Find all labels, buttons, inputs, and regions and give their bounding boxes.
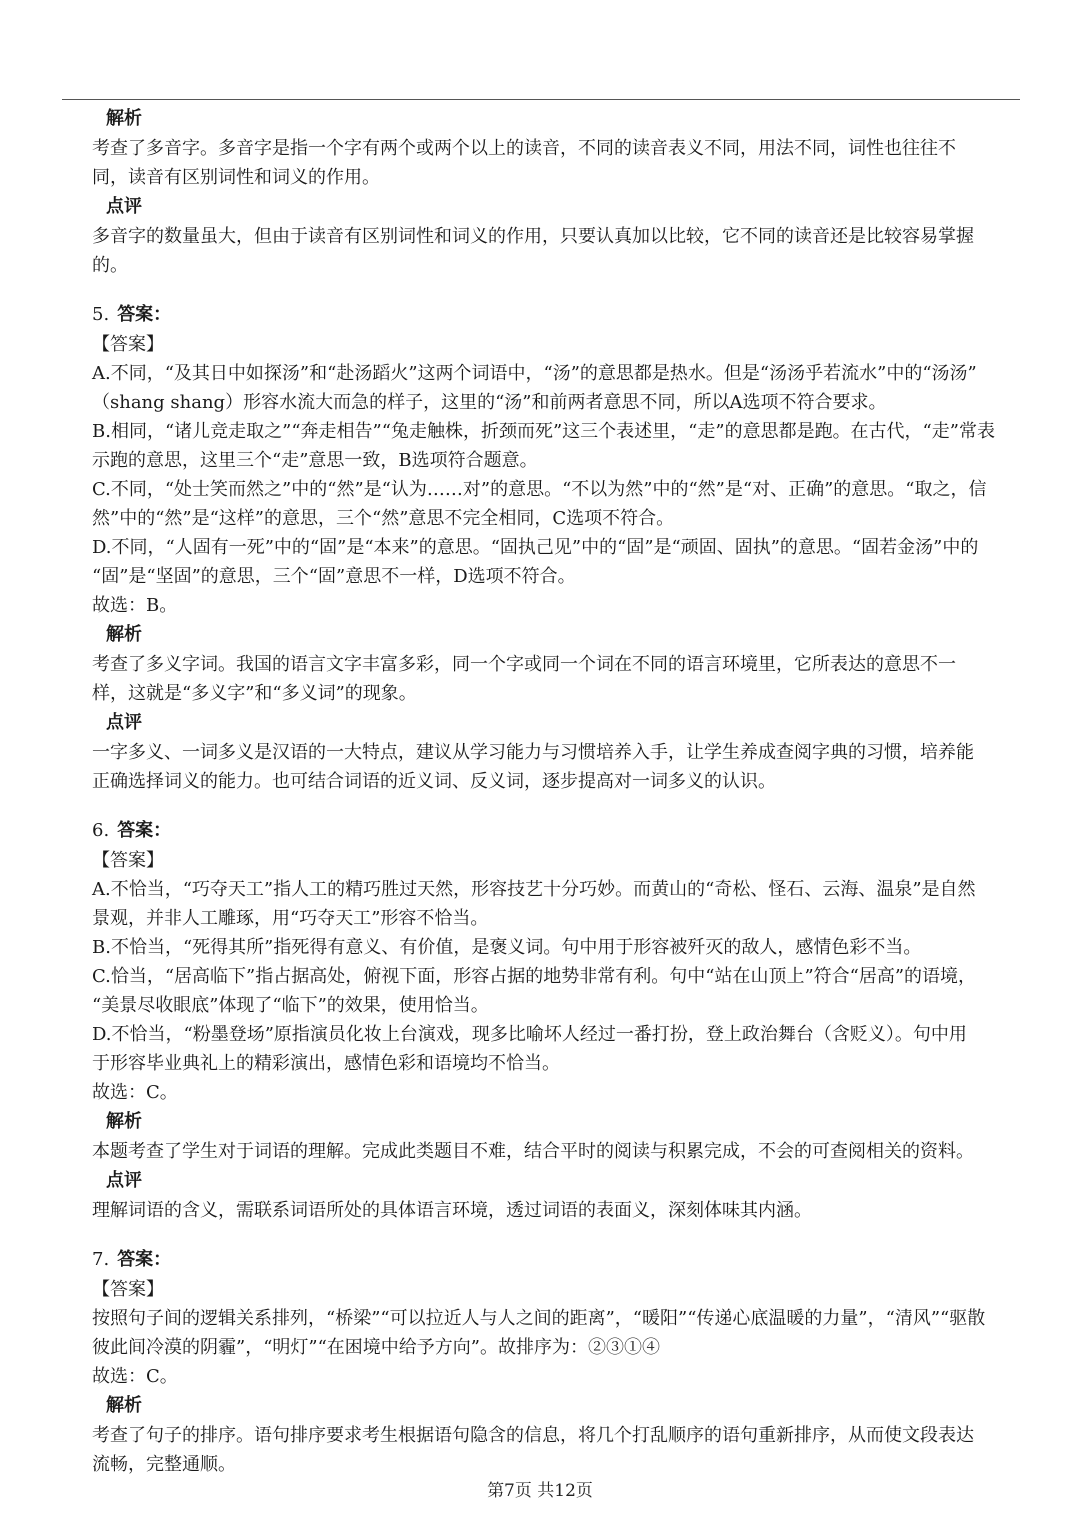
question-number: 6. xyxy=(92,820,110,841)
comment-heading: 点评 xyxy=(106,1170,142,1191)
text-line: 同，读音有区别词性和词义的作用。 xyxy=(92,167,380,188)
text-line: C.不同，“处士笑而然之”中的“然”是“认为……对”的意思。“不以为然”中的“然”是“对、正确”的意思。“取之，信 xyxy=(92,479,987,500)
text-line: 故选：C。 xyxy=(92,1366,178,1387)
page-content xyxy=(92,104,1032,1479)
text-line: 示跑的意思，这里三个“走”意思一致，B选项符合题意。 xyxy=(92,450,538,471)
text-line: 彼此间冷漠的阴霾”，“明灯”“在困境中给予方向”。故排序为：②③①④ xyxy=(92,1337,661,1358)
text-line: B.不恰当，“死得其所”指死得有意义、有价值，是褒义词。句中用于形容被歼灭的敌人，感情色彩不当。 xyxy=(92,937,922,958)
text-line: 一字多义、一词多义是汉语的一大特点，建议从学习能力与习惯培养入手，让学生养成查阅字典的习惯，培养能 xyxy=(92,742,974,763)
text-line: 的。 xyxy=(92,255,128,276)
text-line: 正确选择词义的能力。也可结合词语的近义词、反义词，逐步提高对一词多义的认识。 xyxy=(92,771,776,792)
answer-tag: 【答案】 xyxy=(92,1279,164,1300)
text-line: 样，这就是“多义字”和“多义词”的现象。 xyxy=(92,683,417,704)
question-7-answer xyxy=(92,1304,1032,1391)
comment-text xyxy=(92,222,1032,280)
analysis-heading: 解析 xyxy=(106,108,142,129)
analysis-text xyxy=(92,1421,1032,1479)
analysis-heading: 解析 xyxy=(106,624,142,645)
text-line: 故选：B。 xyxy=(92,595,178,616)
question-number: 5. xyxy=(92,304,110,325)
comment-heading: 点评 xyxy=(106,712,142,733)
analysis-text xyxy=(92,1137,1032,1166)
text-line: D.不恰当，“粉墨登场”原指演员化妆上台演戏，现多比喻坏人经过一番打扮，登上政治舞台（含贬义）。句中用 xyxy=(92,1024,967,1045)
text-line: 按照句子间的逻辑关系排列，“桥梁”“可以拉近人与人之间的距离”，“暖阳”“传递心底温暖的力量”，“清风”“驱散 xyxy=(92,1308,986,1329)
comment-text xyxy=(92,738,1032,796)
analysis-text xyxy=(92,650,1032,708)
answer-label: 答案： xyxy=(117,1249,172,1270)
text-line: A.不同，“及其日中如探汤”和“赴汤蹈火”这两个词语中，“汤”的意思都是热水。但是“汤汤乎若流水”中的“汤汤” xyxy=(92,363,977,384)
answer-label: 答案： xyxy=(117,820,172,841)
analysis-heading: 解析 xyxy=(106,1111,142,1132)
question-5-header xyxy=(92,300,1032,330)
text-line: （shang shang）形容水流大而急的样子，这里的“汤”和前两者意思不同，所以A选项不符合要求。 xyxy=(92,392,887,413)
text-line: 流畅，完整通顺。 xyxy=(92,1454,236,1475)
text-line: A.不恰当，“巧夺天工”指人工的精巧胜过天然，形容技艺十分巧妙。而黄山的“奇松、怪石、云海、温泉”是自然 xyxy=(92,879,976,900)
question-5-answer xyxy=(92,359,1032,620)
text-line: 于形容毕业典礼上的精彩演出，感情色彩和语境均不恰当。 xyxy=(92,1053,560,1074)
text-line: 考查了句子的排序。语句排序要求考生根据语句隐含的信息，将几个打乱顺序的语句重新排序，从而使文段表达 xyxy=(92,1425,974,1446)
text-line: 考查了多义字词。我国的语言文字丰富多彩，同一个字或同一个词在不同的语言环境里，它所表达的意思不一 xyxy=(92,654,956,675)
text-line: “固”是“坚固”的意思，三个“固”意思不一样，D选项不符合。 xyxy=(92,566,576,587)
comment-text xyxy=(92,1196,1032,1225)
text-line: 然”中的“然”是“这样”的意思，三个“然”意思不完全相同，C选项不符合。 xyxy=(92,508,675,529)
analysis-text xyxy=(92,134,1032,192)
text-line: “美景尽收眼底”体现了“临下”的效果，使用恰当。 xyxy=(92,995,489,1016)
text-line: 故选：C。 xyxy=(92,1082,178,1103)
answer-tag: 【答案】 xyxy=(92,850,164,871)
text-line: 本题考查了学生对于词语的理解。完成此类题目不难，结合平时的阅读与积累完成，不会的可查阅相关的资料。 xyxy=(92,1141,974,1162)
text-line: 考查了多音字。多音字是指一个字有两个或两个以上的读音，不同的读音表义不同，用法不同，词性也往往不 xyxy=(92,138,956,159)
text-line: D.不同，“人固有一死”中的“固”是“本来”的意思。“固执己见”中的“固”是“顽固、固执”的意思。“固若金汤”中的 xyxy=(92,537,979,558)
text-line: 理解词语的含义，需联系词语所处的具体语言环境，透过词语的表面义，深刻体味其内涵。 xyxy=(92,1200,812,1221)
comment-heading: 点评 xyxy=(106,196,142,217)
header-rule xyxy=(62,99,1020,100)
question-6-answer xyxy=(92,875,1032,1107)
text-line: 多音字的数量虽大，但由于读音有区别词性和词义的作用，只要认真加以比较，它不同的读音还是比较容易掌握 xyxy=(92,226,974,247)
question-7-header xyxy=(92,1245,1032,1275)
text-line: C.恰当，“居高临下”指占据高处，俯视下面，形容占据的地势非常有利。句中“站在山顶上”符合“居高”的语境， xyxy=(92,966,977,987)
text-line: 景观，并非人工雕琢，用“巧夺天工”形容不恰当。 xyxy=(92,908,489,929)
text-line: B.相同，“诸儿竞走取之”“奔走相告”“兔走触株，折颈而死”这三个表述里，“走”的意思都是跑。在古代，“走”常表 xyxy=(92,421,995,442)
answer-tag: 【答案】 xyxy=(92,334,164,355)
question-number: 7. xyxy=(92,1249,110,1270)
question-6-header xyxy=(92,816,1032,846)
answer-label: 答案： xyxy=(117,304,172,325)
analysis-heading: 解析 xyxy=(106,1395,142,1416)
page-footer: 第7页 共12页 xyxy=(487,1481,593,1501)
